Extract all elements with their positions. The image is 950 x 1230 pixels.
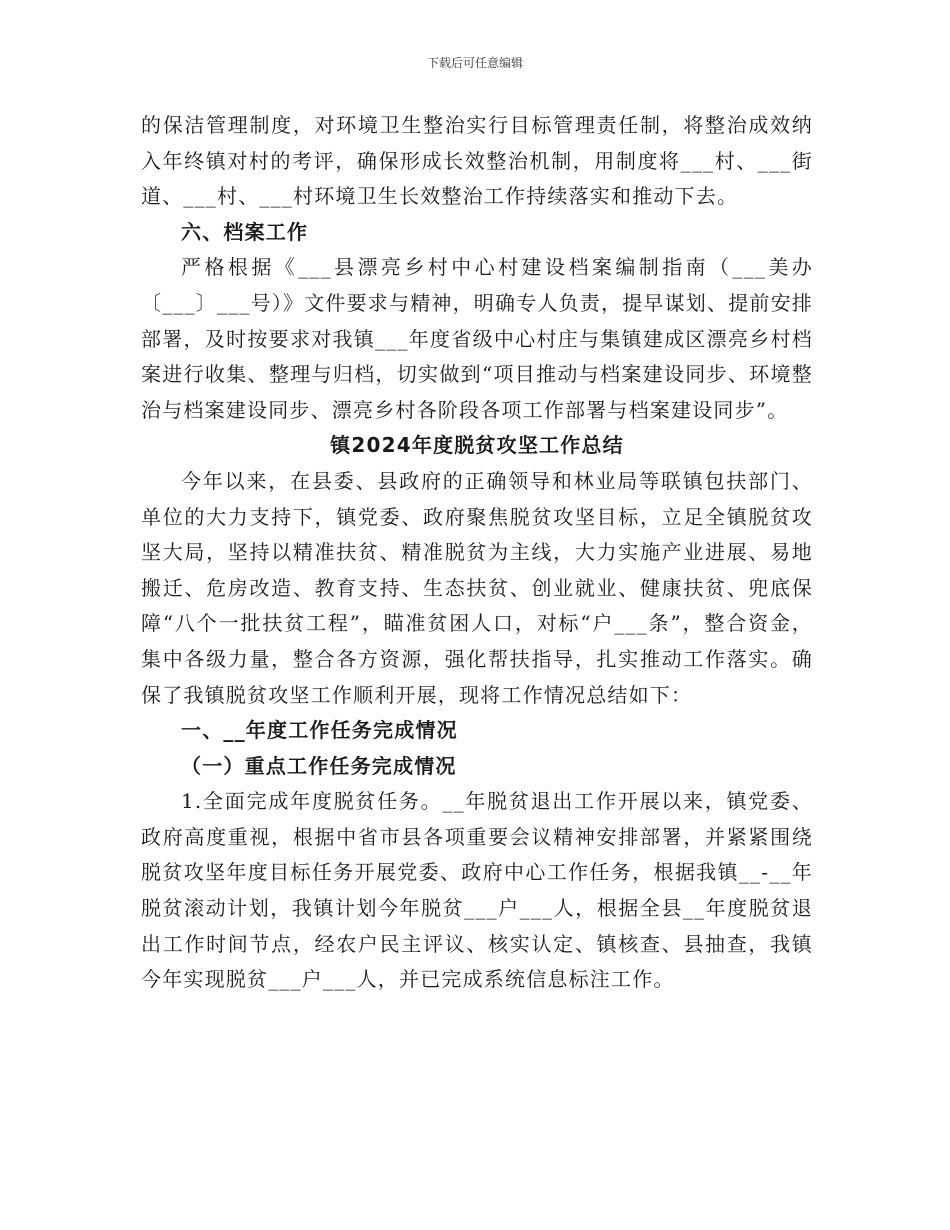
paragraph-continued: 的保洁管理制度，对环境卫生整治实行目标管理责任制，将整治成效纳入年终镇对村的考评，确保形成长效整治机制，用制度将___村、___街道、___村、___村环境卫生长效整治工作持续落实和推动下去。: [141, 113, 813, 209]
heading-archive-work: 六、档案工作: [181, 219, 309, 244]
document-title: 镇2024年度脱贫攻坚工作总结: [330, 433, 624, 458]
paragraph-archive: 严格根据《___县漂亮乡村中心村建设档案编制指南（___美办〔___〕___号）》文件要求与精神，明确专人负责，提早谋划、提前安排部署，及时按要求对我镇___年度省级中心村庄与集镇建成区漂亮乡村档案进行收集、整理与归档，切实做到“项目推动与档案建设同步、环境整治与档案建设同步、漂亮乡村各阶段各项工作部署与档案建设同步”。: [141, 255, 813, 422]
paragraph-item-1: 1.全面完成年度脱贫任务。__年脱贫退出工作开展以来，镇党委、政府高度重视，根据中省市县各项重要会议精神安排部署，并紧紧围绕脱贫攻坚年度目标任务开展党委、政府中心工作任务，根据我镇__-__年脱贫滚动计划，我镇计划今年脱贫___户___人，根据全县__年度脱贫退出工作时间节点，经农户民主评议、核实认定、镇核查、县抽查，我镇今年实现脱贫___户___人，并已完成系统信息标注工作。: [141, 789, 813, 992]
heading-section-1: 一、__年度工作任务完成情况: [181, 718, 458, 743]
paragraph-intro: 今年以来，在县委、县政府的正确领导和林业局等联镇包扶部门、单位的大力支持下，镇党委、政府聚焦脱贫攻坚目标，立足全镇脱贫攻坚大局，坚持以精准扶贫、精准脱贫为主线，大力实施产业进展、易地搬迁、危房改造、教育支持、生态扶贫、创业就业、健康扶贫、兜底保障“八个一批扶贫工程”，瞄准贫困人口，对标“户___条”，整合资金，集中各级力量，整合各方资源，强化帮扶指导，扎实推动工作落实。确保了我镇脱贫攻坚工作顺利开展，现将工作情况总结如下：: [141, 468, 813, 707]
document-body: [141, 108, 813, 998]
page-header-note: 下载后可任意编辑: [426, 56, 523, 70]
heading-subsection-1: （一）重点工作任务完成情况: [181, 753, 457, 778]
